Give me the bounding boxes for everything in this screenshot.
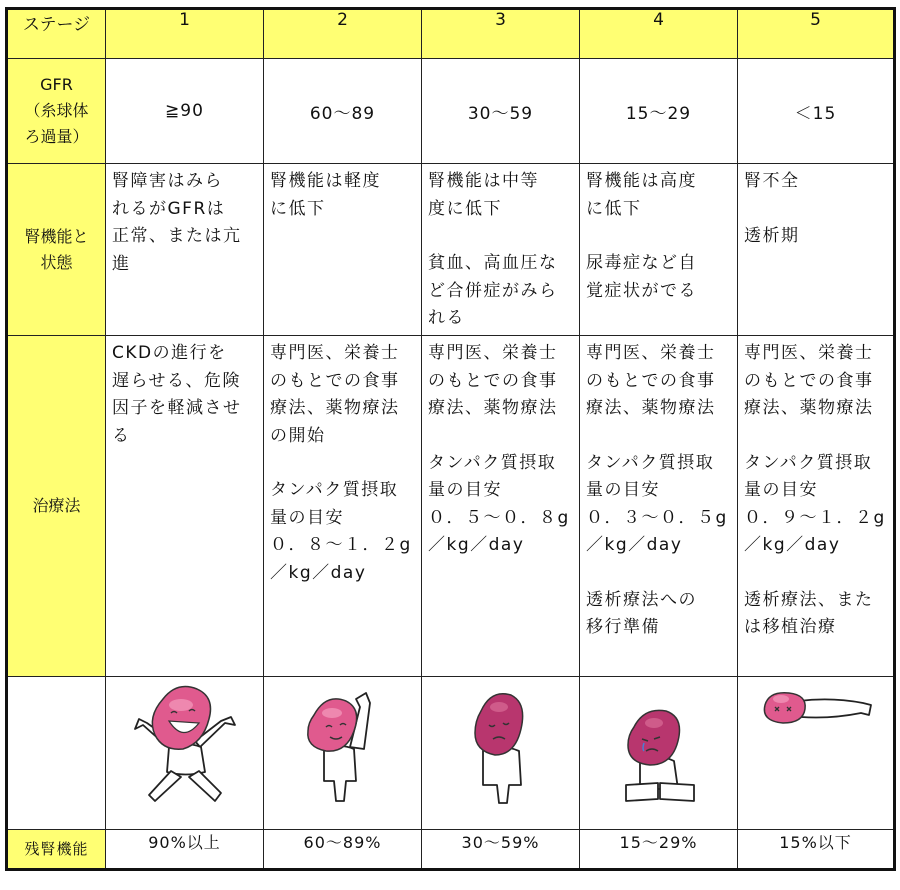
treatment-text-line: 遅らせる、危険 (112, 370, 241, 391)
state-text-line: 腎機能は軽度 (270, 171, 381, 191)
header-row (7, 9, 895, 59)
treatment-text-line: ０．５～０．８g (428, 507, 570, 528)
treatment-text-line: の開始 (270, 425, 326, 446)
treatment-text-line: タンパク質摂取 (586, 452, 715, 473)
treatment-text-line: のもとでの食事 (428, 370, 558, 391)
treatment-cell-1 (106, 336, 264, 677)
treatment-text-line: 量の目安 (586, 480, 660, 500)
treatment-text-line: ／kg／day (428, 535, 525, 555)
treatment-text-line: 移行準備 (586, 617, 660, 637)
state-text-line: れるがGFRは (112, 198, 226, 219)
state-cell-1 (106, 164, 264, 336)
gfr-label: GFR （糸球体 ろ過量） (7, 59, 106, 164)
state-text-line: ど合併症がみら (428, 280, 558, 301)
state-text-line: 腎障害はみら (112, 171, 223, 191)
treatment-text-line: のもとでの食事 (744, 370, 874, 391)
gfr-value-3: 30～59 (422, 59, 580, 164)
kidney-lying-down-icon (751, 677, 881, 737)
residual-value-5: 15%以下 (738, 830, 895, 870)
illustration-cell-2 (264, 677, 422, 830)
stage-header-label: ステージ (7, 9, 106, 59)
treatment-cell-2 (264, 336, 422, 677)
treatment-text-line: 透析療法への (586, 589, 697, 610)
illustration-cell-4 (580, 677, 738, 830)
state-text-line: 覚症状がでる (586, 280, 697, 301)
stage-1-header: 1 (106, 9, 264, 59)
state-text-line: 腎機能は中等 (428, 171, 539, 191)
residual-value-3: 30～59% (422, 830, 580, 870)
illustration-label-cell (7, 677, 106, 830)
treatment-text-line: 専門医、栄養士 (744, 343, 874, 363)
state-row (7, 164, 895, 336)
state-cell-2 (264, 164, 422, 336)
treatment-text-line: 専門医、栄養士 (428, 343, 558, 363)
treatment-text-line: ０．９～１．２g (744, 507, 886, 528)
treatment-text-line: 療法、薬物療法 (586, 398, 716, 418)
stage-4-header: 4 (580, 9, 738, 59)
treatment-text-line: 療法、薬物療法 (428, 398, 558, 418)
residual-value-2: 60～89% (264, 830, 422, 870)
treatment-cell-4 (580, 336, 738, 677)
treatment-cell-5 (738, 336, 895, 677)
treatment-text-line: ０．８～１．２g (270, 535, 412, 555)
treatment-text-line: る (112, 425, 131, 446)
state-text-line: 透析期 (744, 225, 800, 246)
stage-5-header: 5 (738, 9, 895, 59)
state-text-line: 貧血、高血圧な (428, 253, 558, 273)
state-cell-5 (738, 164, 895, 336)
state-cell-4 (580, 164, 738, 336)
treatment-cell-3 (422, 336, 580, 677)
state-text-line: 尿毒症など自 (586, 253, 697, 273)
residual-label: 残腎機能 (7, 830, 106, 870)
treatment-text-line: 療法、薬物療法 (270, 398, 400, 418)
gfr-value-2: 60～89 (264, 59, 422, 164)
gfr-value-4: 15～29 (580, 59, 738, 164)
kidney-sad-standing-icon (451, 677, 551, 807)
state-text-line: 度に低下 (428, 198, 502, 219)
treatment-text-line: は移植治療 (744, 617, 837, 637)
residual-value-1: 90%以上 (106, 830, 264, 870)
treatment-text-line: 因子を軽減させ (112, 398, 242, 418)
treatment-text-line: CKDの進行を (112, 343, 227, 363)
state-cell-3 (422, 164, 580, 336)
treatment-label: 治療法 (7, 336, 106, 677)
state-text-line: に低下 (586, 198, 642, 219)
treatment-text-line: ０．３～０．５g (586, 507, 728, 528)
treatment-text-line: 療法、薬物療法 (744, 398, 874, 418)
treatment-text-line: ／kg／day (586, 535, 683, 555)
illustration-cell-3 (422, 677, 580, 830)
illustration-cell-5 (738, 677, 895, 830)
treatment-text-line: のもとでの食事 (586, 370, 716, 391)
residual-row (7, 830, 895, 870)
stage-2-header: 2 (264, 9, 422, 59)
treatment-text-line: 量の目安 (744, 480, 818, 500)
illustration-cell-1 (106, 677, 264, 830)
kidney-jumping-icon (125, 677, 245, 807)
treatment-text-line: タンパク質摂取 (428, 452, 557, 473)
state-text-line: に低下 (270, 198, 326, 219)
treatment-text-line: タンパク質摂取 (270, 480, 399, 500)
state-text-line: 進 (112, 253, 131, 274)
stage-3-header: 3 (422, 9, 580, 59)
state-text-line: れる (428, 308, 465, 328)
treatment-text-line: ／kg／day (270, 562, 367, 583)
ckd-stage-table (5, 7, 896, 871)
treatment-text-line: 専門医、栄養士 (270, 343, 400, 363)
state-label: 腎機能と 状態 (7, 164, 106, 336)
illustration-row (7, 677, 895, 830)
treatment-text-line: ／kg／day (744, 535, 841, 555)
kidney-fist-raised-icon (288, 677, 398, 807)
gfr-value-5: ＜15 (738, 59, 895, 164)
kidney-crying-sitting-icon (604, 677, 714, 807)
residual-value-4: 15～29% (580, 830, 738, 870)
treatment-text-line: 量の目安 (270, 507, 344, 528)
gfr-row (7, 59, 895, 164)
treatment-row (7, 336, 895, 677)
treatment-text-line: 専門医、栄養士 (586, 343, 716, 363)
treatment-text-line: 透析療法、また (744, 589, 874, 610)
treatment-text-line: 量の目安 (428, 480, 502, 500)
treatment-text-line: タンパク質摂取 (744, 452, 873, 473)
treatment-text-line: のもとでの食事 (270, 370, 400, 391)
state-text-line: 腎不全 (744, 171, 800, 191)
state-text-line: 腎機能は高度 (586, 171, 697, 191)
state-text-line: 正常、または亢 (112, 226, 242, 246)
gfr-value-1: ≧90 (106, 59, 264, 164)
